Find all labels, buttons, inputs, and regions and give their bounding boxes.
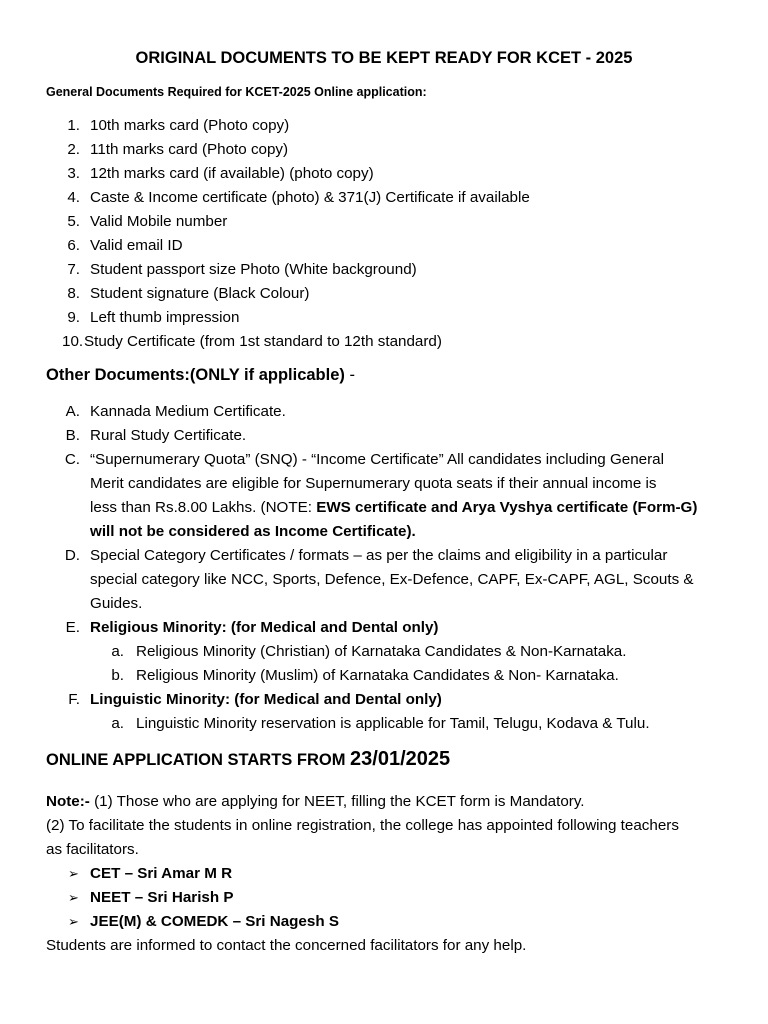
online-application-heading: ONLINE APPLICATION STARTS FROM 23/01/2025 [46,748,451,770]
note-line-3: as facilitators. [46,841,139,858]
arrow-bullet-icon: ➢ [68,890,79,905]
general-documents-heading: General Documents Required for KCET-2025 Online application: [46,85,427,99]
note-line-2: (2) To facilitate the students in online registration, the college has appointed following teachers [46,817,679,834]
note-line-1: Note:- (1) Those who are applying for NEET, filling the KCET form is Mandatory. [46,793,585,810]
page-title: ORIGINAL DOCUMENTS TO BE KEPT READY FOR KCET - 2025 [135,49,633,67]
arrow-bullet-icon: ➢ [68,914,79,929]
other-documents-heading: Other Documents:(ONLY if applicable) - [46,366,355,384]
arrow-bullet-icon: ➢ [68,866,79,881]
document-page: ORIGINAL DOCUMENTS TO BE KEPT READY FOR KCET - 2025 General Documents Required for KCET-2025 Online application: 1. 10th marks card (Photo copy) 2. 11th marks card (Photo copy) 3. 12th marks card (if available) (photo copy) 4. Caste & Income certificate (photo) & 371(J) Certificate if available 5. Valid Mobile number 6. Valid email ID 7. Student passport size Photo (White background) 8. Student signature (Black Colour) 9. Left thumb impression 10. Study Certificate (from 1st standard to 12th standard) Other Documents:(ONLY if applicable) - A. Kannada Medium Certificate. B. Rural Study Certificate. C. “Supernumerary Quota” (SNQ) - “Income Certificate” All candidates including General Merit candidates are eligible for Supernumerary quota seats if their annual income is less than Rs.8.00 Lakhs. (NOTE: EWS certificate and Arya Vyshya certificate (Form-G) will not be considered as Income Certificate). D. Special Category Certificates / formats – as per the claims and eligibility in a particular special category like NCC, Sports, Defence, Ex-Defence, CAPF, Ex-CAPF, AGL, Scouts & Guides. E. Religious Minority: (for Medical and Dental only) a. Religious Minority (Christian) of Karnataka Candidates & Non-Karnataka. b. Religious Minority (Muslim) of Karnataka Candidates & Non- Karnataka. F. Linguistic Minority: (for Medical and Dental only) a. Linguistic Minority reservation is applicable for Tamil, Telugu, Kodava & Tulu. ONLINE APPLICATION STARTS FROM 23/01/2025 Note:- (1) Those who are applying for NEET, filling the KCET form is Mandatory. (2) To facilitate the students in online registration, the college has appointed following teachers as facilitators. ➢ CET – Sri Amar M R ➢ NEET – Sri Harish P ➢ JEE(M) & COMEDK – Sri Nagesh S Students are informed to contact the concerned facilitators for any help. [0,0,768,1024]
closing-note: Students are informed to contact the concerned facilitators for any help. [46,937,527,954]
online-date: 23/01/2025 [350,748,451,770]
